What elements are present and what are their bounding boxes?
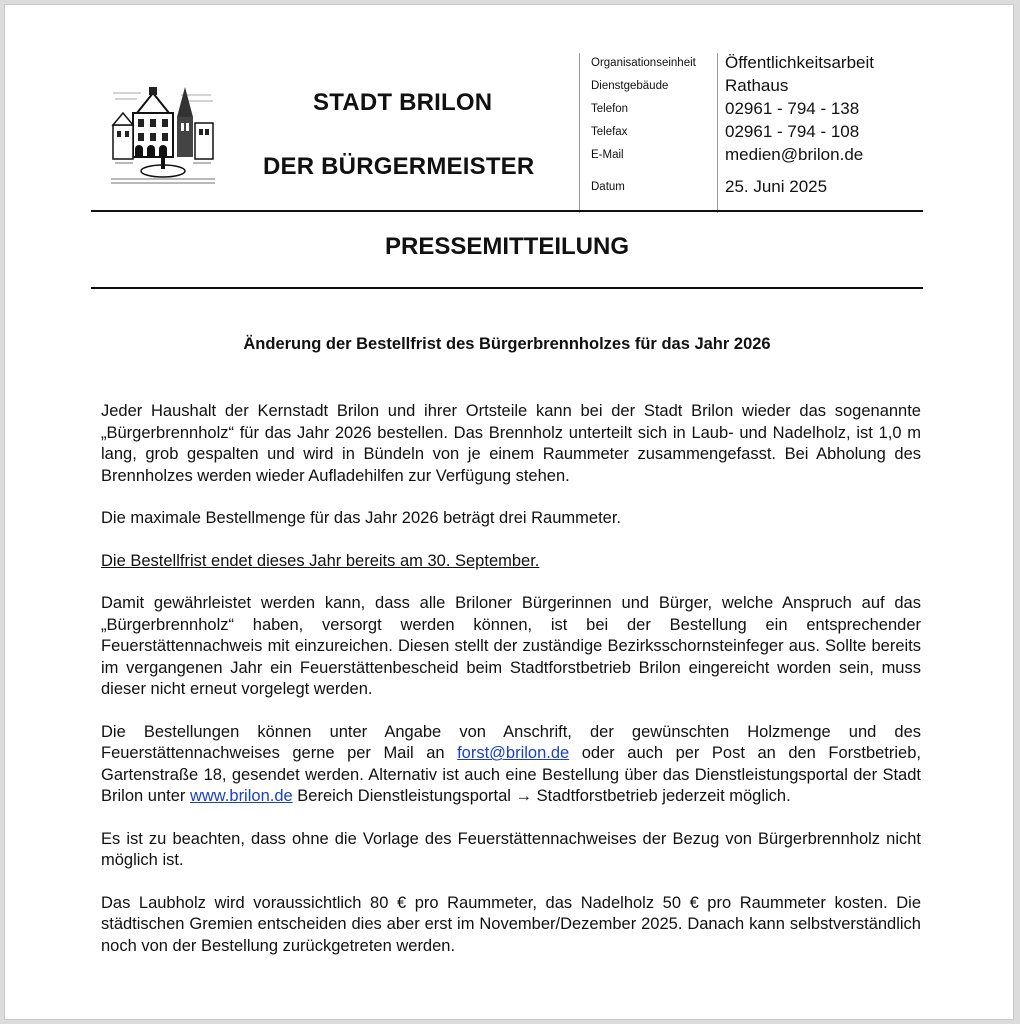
paragraph: Das Laubholz wird voraussichtlich 80 € pro Raummeter, das Nadelholz 50 € pro Raummeter kosten. Die städtischen Gremien entscheiden dies aber erst im November/Dezember 2025. Danach kann selbstverständlich noch von der Bestellung zurückgetreten werden.	[101, 893, 921, 955]
info-value: 02961 - 794 - 108	[725, 122, 860, 141]
info-value: Öffentlichkeitsarbeit	[725, 53, 874, 72]
paragraph: Jeder Haushalt der Kernstadt Brilon und ihrer Ortsteile kann bei der Stadt Brilon wieder das sogenannte „Bürgerbrennholz“ für das Jahr 2026 bestellen. Das Brennholz unterteilt sich in Laub- und Nadelholz, ist 1,0 m lang, grob gespalten und wird in Bündeln von je einem Raummeter zusammengefasst. Bei Abholung des Brennholzes werden wieder Aufladehilfen zur Verfügung stehen.	[101, 402, 921, 485]
header-rule	[91, 287, 923, 289]
paragraph	[101, 551, 921, 573]
info-label: Organisationseinheit	[591, 57, 696, 69]
press-release-body	[101, 401, 921, 978]
info-value: medien@brilon.de	[725, 145, 864, 164]
info-value: 02961 - 794 - 138	[725, 99, 860, 118]
info-label: Dienstgebäude	[591, 80, 669, 92]
paragraph: Damit gewährleistet werden kann, dass alle Briloner Bürgerinnen und Bürger, welche Anspruch auf das „Bürgerbrennholz“ haben, versorgt werden können, ist bei der Bestellung ein entsprechender Feuerstättennachweis mit einzureichen. Diesen stellt der zuständige Bezirksschornsteinfeger aus. Sollte bereits im vergangenen Jahr ein Feuerstättenbescheid beim Stadtforstbetrieb Brilon eingereicht worden sein, muss dieser nicht erneut vorgelegt werden.	[101, 594, 921, 698]
paragraph-text: Bereich Dienstleistungsportal → Stadtforstbetrieb jederzeit möglich.	[292, 787, 791, 805]
info-label: Telefax	[591, 126, 628, 138]
paragraph	[101, 722, 921, 808]
info-value: 25. Juni 2025	[725, 177, 828, 196]
info-label: Datum	[591, 181, 625, 193]
info-label: Telefon	[591, 103, 629, 115]
town-hall-engraving-icon	[111, 83, 215, 187]
info-value: Rathaus	[725, 76, 789, 95]
paragraph: Die maximale Bestellmenge für das Jahr 2026 beträgt drei Raummeter.	[101, 509, 621, 527]
document-page	[4, 4, 1014, 1020]
document-type: PRESSEMITTEILUNG	[384, 233, 630, 260]
header-divider	[579, 53, 580, 213]
paragraph: Es ist zu beachten, dass ohne die Vorlage des Feuerstättennachweises der Bezug von Bürgerbrennholz nicht möglich ist.	[101, 829, 921, 869]
deadline-notice: Die Bestellfrist endet dieses Jahr bereits am 30. September.	[101, 551, 540, 570]
email-link[interactable]: forst@brilon.de	[457, 744, 570, 762]
header-divider	[717, 53, 718, 213]
header-rule	[91, 210, 923, 212]
org-subtitle: DER BÜRGERMEISTER	[263, 153, 535, 180]
paragraph-text: Die Bestellungen können unter Angabe von Anschrift, der gewünschten Holzmenge und des Feuerstättennachweises gerne per Mail an	[101, 722, 921, 762]
paragraph-text: oder auch per Post an den Forstbetrieb, Gartenstraße 18, gesendet werden. Alternativ ist auch eine Bestellung über das Dienstleistungsportal der Stadt Brilon unter	[101, 744, 921, 805]
website-link[interactable]: www.brilon.de	[189, 787, 293, 805]
org-name: STADT BRILON	[313, 89, 493, 116]
press-release-subject: Änderung der Bestellfrist des Bürgerbrennholzes für das Jahr 2026	[243, 335, 771, 353]
info-label: E-Mail	[591, 149, 624, 161]
